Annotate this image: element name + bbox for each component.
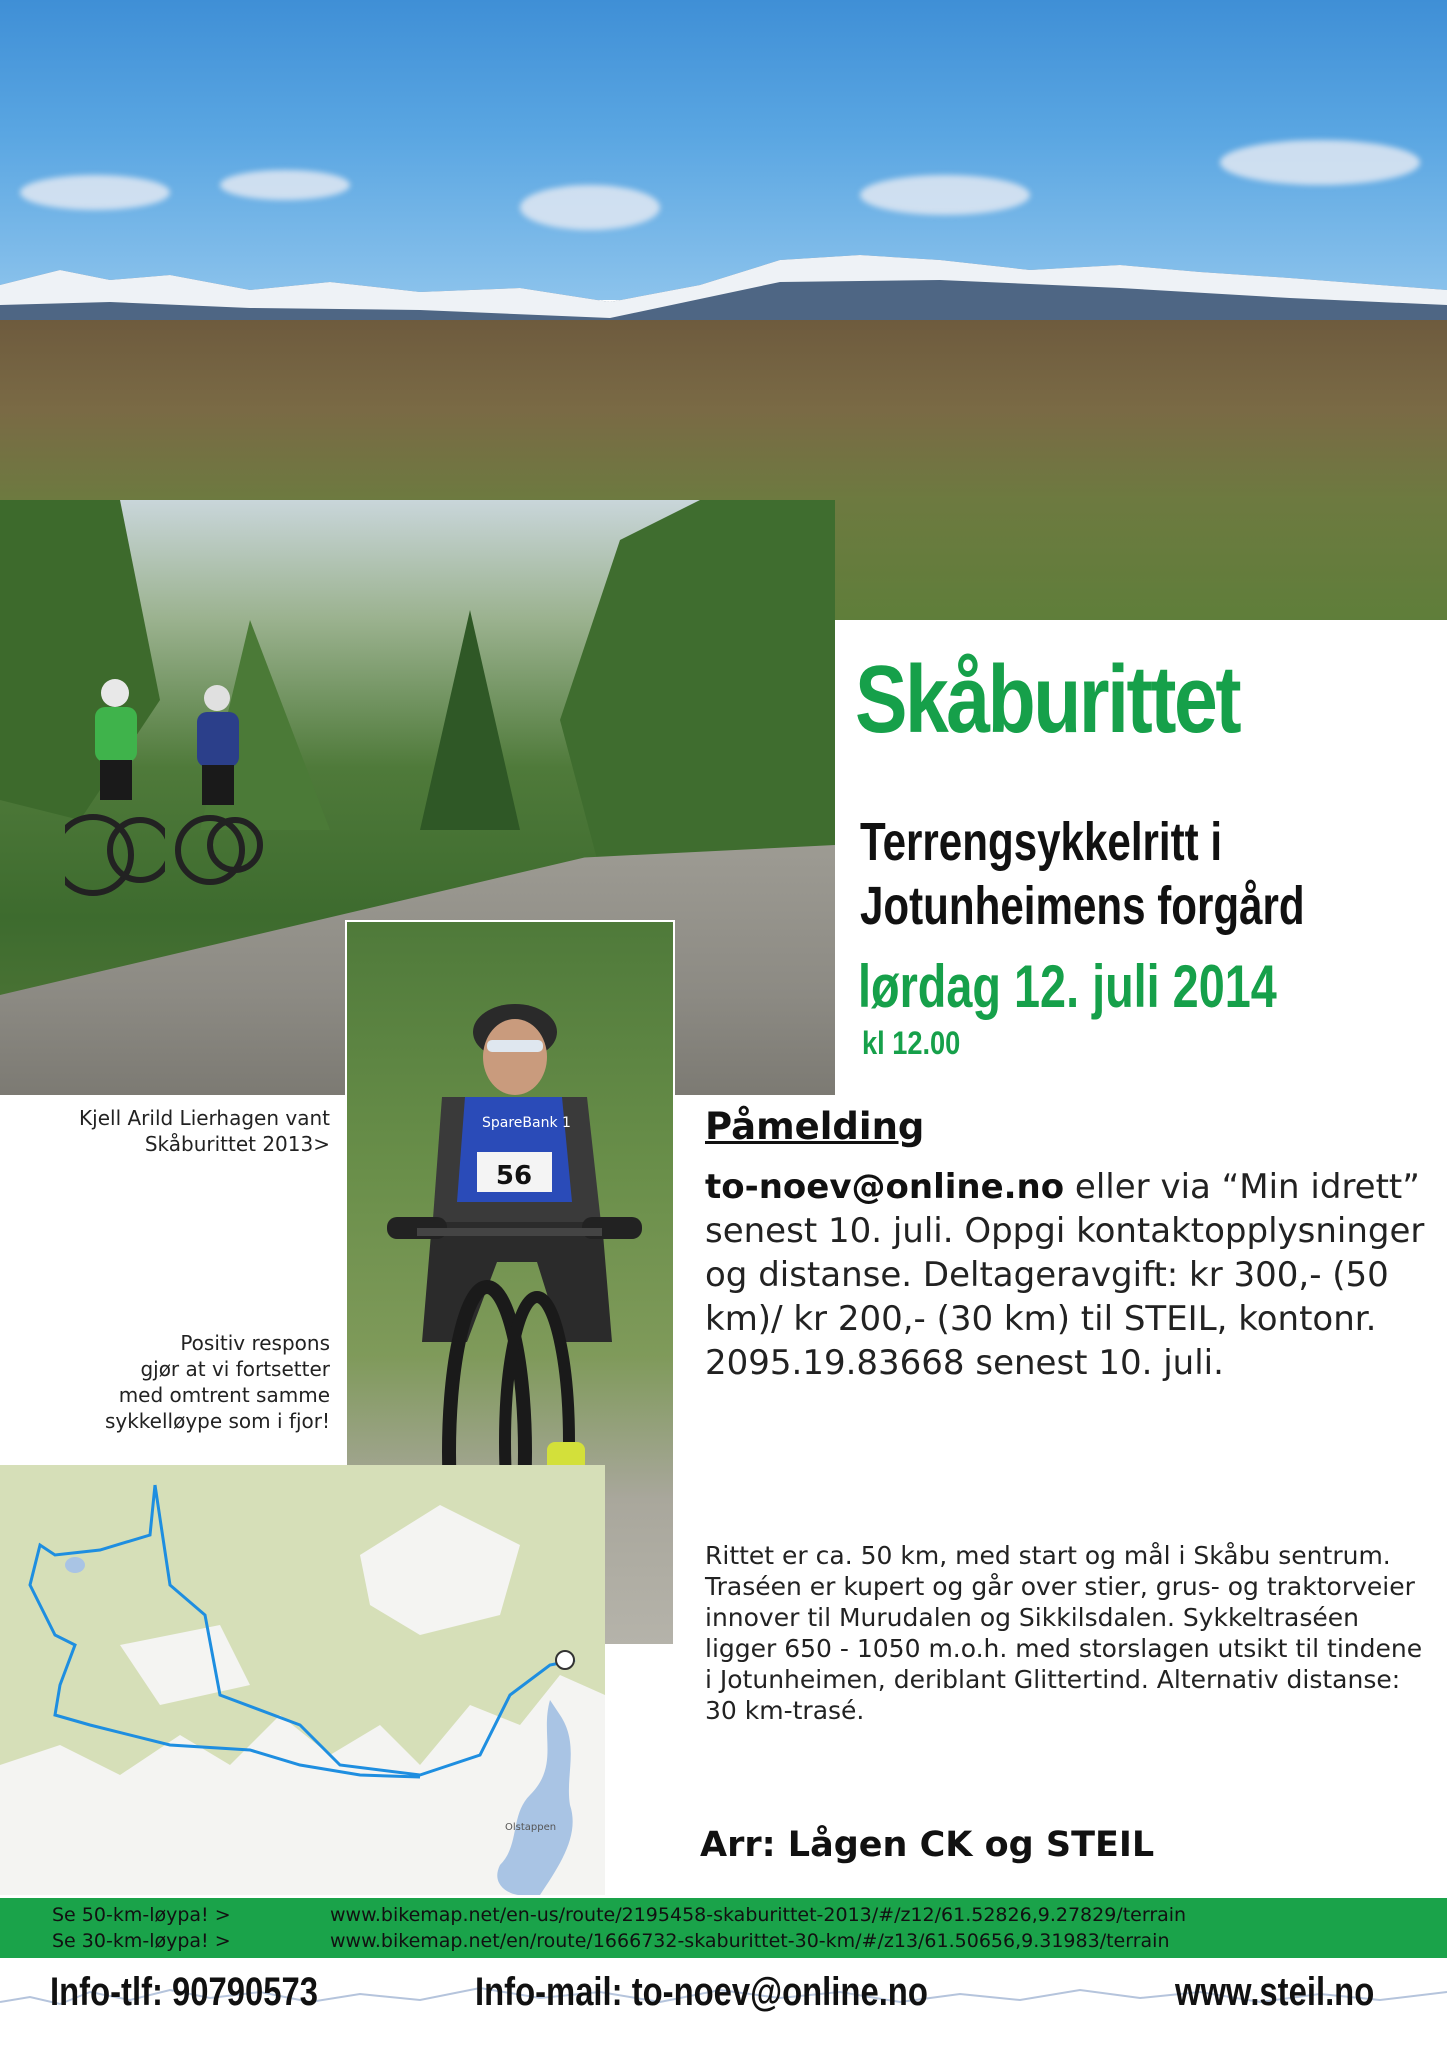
winner-caption xyxy=(20,1105,330,1157)
footer-website[interactable]: www.steil.no xyxy=(1175,1970,1375,2014)
rider-green-jersey xyxy=(65,675,165,909)
event-date: lørdag 12. juli 2014 xyxy=(858,953,1277,1020)
link-label-30km: Se 30-km-løypa! > xyxy=(52,1930,231,1952)
link-label-50km: Se 50-km-løypa! > xyxy=(52,1904,231,1926)
response-caption-line4: sykkelløype som i fjor! xyxy=(104,1409,330,1433)
response-caption-line3: med omtrent samme xyxy=(118,1383,330,1407)
subtitle-line2: Jotunheimens forgård xyxy=(860,876,1305,936)
rider-blue-jersey xyxy=(175,680,265,899)
map-place-label: Olstappen xyxy=(505,1822,557,1833)
response-caption xyxy=(20,1330,330,1434)
route-map[interactable] xyxy=(0,1465,605,1895)
registration-heading: Påmelding xyxy=(705,1105,925,1148)
link-url-30km[interactable]: www.bikemap.net/en/route/1666732-skaburittet-30-km/#/z13/61.50656,9.31983/terrain xyxy=(330,1930,1170,1952)
footer xyxy=(0,1962,1447,2046)
event-time: kl 12.00 xyxy=(862,1025,961,1061)
registration-email-link[interactable]: to-noev@online.no xyxy=(705,1167,1065,1207)
bib-number: 56 xyxy=(495,1161,533,1191)
winner-caption-line2: Skåburittet 2013> xyxy=(144,1132,330,1156)
registration-text xyxy=(705,1165,1425,1385)
response-caption-line1: Positiv respons xyxy=(180,1331,330,1355)
event-subtitle xyxy=(860,810,1328,938)
footer-phone: Info-tlf: 90790573 xyxy=(50,1970,318,2014)
link-url-50km[interactable]: www.bikemap.net/en-us/route/2195458-skaburittet-2013/#/z12/61.52826,9.27829/terrain xyxy=(330,1904,1187,1926)
route-description: Rittet er ca. 50 km, med start og mål i Skåbu sentrum. Traséen er kupert og går over stier, grus- og traktorveier innover til Murudalen og Sikkilsdalen. Sykkeltraséen ligger 650 - 1050 m.o.h. med storslagen utsikt til tindene i Jotunheimen, deriblant Glittertind. Alternativ distanse: 30 km-trasé. xyxy=(705,1541,1423,1725)
response-caption-line2: gjør at vi fortsetter xyxy=(140,1357,330,1381)
registration-details: eller via “Min idrett” senest 10. juli. Oppgi kontaktopplysninger og distanse. Deltageravgift: kr 300,- (50 km)/ kr 200,- (30 km) til STEIL, kontonr. 2095.19.83668 senest 10. juli. xyxy=(705,1167,1425,1383)
footer-mail[interactable]: Info-mail: to-noev@online.no xyxy=(475,1970,928,2014)
winner-caption-line1: Kjell Arild Lierhagen vant xyxy=(79,1106,330,1130)
organizer: Arr: Lågen CK og STEIL xyxy=(700,1825,1155,1865)
event-title: Skåburittet xyxy=(855,646,1240,753)
subtitle-line1: Terrengsykkelritt i xyxy=(860,812,1223,872)
route-links-band xyxy=(0,1898,1447,1958)
sponsor-label: SpareBank 1 xyxy=(482,1115,571,1131)
